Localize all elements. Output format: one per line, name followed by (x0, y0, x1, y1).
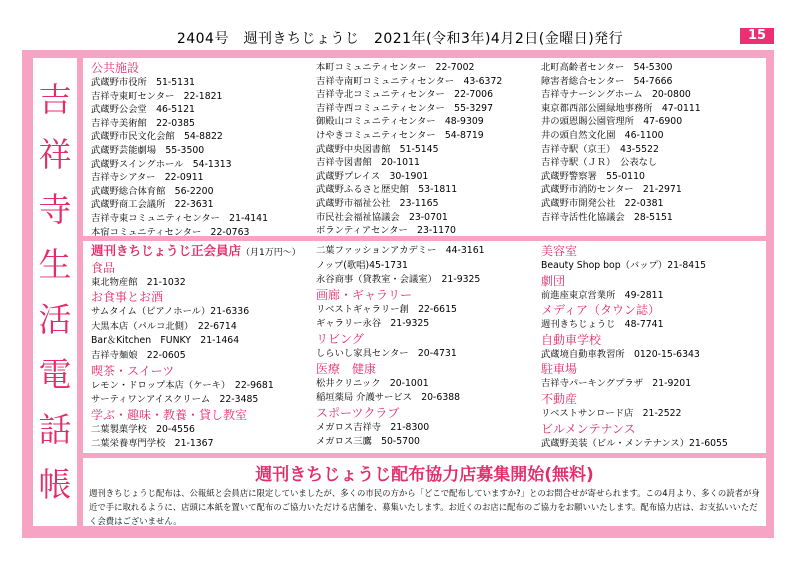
list-item: 吉祥寺北コミュニティセンター 22-7006 (316, 89, 493, 101)
list-item: レモン・ドロップ本店（ケーキ） 22-9681 (91, 379, 274, 391)
list-item: Beauty Shop bop（バップ）21-8415 (541, 260, 707, 271)
list-item: 本宿コミュニティセンター 22-0763 (91, 226, 250, 236)
list-item: 井の頭恩賜公園管理所 47-6900 (541, 116, 683, 128)
store-title: 週刊きちじょうじ正会員店 (91, 243, 242, 258)
list-item: 松井クリニック 20-1001 (316, 377, 429, 389)
list-item: 武蔵野市消防センター 21-2971 (541, 184, 682, 196)
category-heading: 不動産 (541, 391, 578, 406)
list-item: 市民社会福祉協議会 23-0701 (316, 211, 448, 223)
list-item: 武蔵野市役所 51-5131 (91, 77, 195, 88)
page-number-badge: 15 (740, 28, 774, 44)
category-heading: 画廊・ギャラリー (316, 287, 413, 302)
category-heading: お食事とお酒 (91, 290, 164, 305)
list-item: 吉祥寺西コミュニティセンター 55-3297 (316, 102, 493, 114)
list-item: 吉祥寺ナーシングホーム 20-0800 (541, 89, 691, 101)
list-item: しらいし家具センター 20-4731 (316, 347, 457, 359)
vertical-title-char: 祥 (38, 134, 72, 174)
list-item: 吉祥寺麺娘 22-0605 (91, 349, 186, 361)
list-item: 武蔵野警察署 55-0110 (541, 170, 645, 182)
list-item: 武蔵野市民文化会館 54-8822 (91, 131, 223, 143)
recruit-body: 週刊きちじょうじ配布は、公報紙と会員店に限定していましたが、多くの市民の方から「どこで配布していますか?」とのお問合せが寄せられます。この4月より、多くの読者が身近で手に取れるように、店頭に本紙を置いて配布のご協力いただける店舗を、募集いたします。お近くのお店に配布のご協力をお願いいたします。配布協力店は、お支払いいただく会費はございません。 (89, 488, 760, 526)
store-note: （月1万円〜） (241, 248, 301, 258)
stores-col-1 (91, 244, 301, 452)
stores-col-3 (541, 244, 728, 451)
list-item: 武蔵境自動車教習所 0120-15-6343 (541, 348, 700, 360)
list-item: 武蔵野商工会議所 22-3631 (91, 199, 214, 211)
list-item: 東北物産館 21-1032 (91, 276, 186, 288)
list-item: メガロス三鷹 50-5700 (316, 436, 420, 448)
list-item: 北町高齢者センター 54-5300 (541, 62, 673, 73)
list-item: 東京都西部公園緑地事務所 47-0111 (541, 102, 701, 114)
vertical-title (33, 58, 77, 526)
list-item: 武蔵野市開発公社 22-0381 (541, 197, 664, 209)
category-heading: スポーツクラブ (316, 405, 400, 420)
category-heading: 自動車学校 (541, 332, 602, 347)
category-heading: メディア（タウン誌） (541, 303, 661, 318)
distribution-recruit-section (83, 458, 766, 526)
list-item: リベストギャラリー創 22-6615 (316, 303, 457, 315)
recruit-title: 週刊きちじょうじ配布協力店募集開始(無料) (255, 465, 594, 485)
list-item: 大黒本店（パルコ北側） 22-6714 (91, 320, 237, 332)
vertical-title-char: 帳 (38, 464, 72, 504)
category-heading: 喫茶・スイーツ (91, 363, 175, 378)
category-heading: 美容室 (541, 244, 578, 258)
list-item: ギャラリー永谷 21-9325 (316, 318, 430, 330)
vertical-title-char: 電 (38, 354, 72, 394)
vertical-title-char: 活 (38, 299, 72, 339)
list-item: 武蔵野公会堂 46-5121 (91, 104, 195, 116)
list-item: 武蔵野プレイス 30-1901 (316, 170, 429, 182)
store-title-row (91, 244, 301, 261)
stores-col-2 (316, 244, 485, 450)
header-title: 2404号 週刊きちじょうじ 2021年(令和3年)4月2日(金曜日)発行 (176, 31, 624, 47)
section-heading: 公共施設 (91, 61, 140, 75)
public-facilities-section (83, 58, 766, 236)
list-item: リベストサンロード店 21-2522 (541, 407, 682, 419)
list-item: サムタイム（ピアノホール）21-6336 (91, 306, 250, 318)
public-col-3 (541, 61, 701, 224)
list-item: 吉祥寺東コミュニティセンター 21-4141 (91, 212, 268, 224)
list-item: 二葉栄養専門学校 21-1367 (91, 438, 214, 450)
list-item: 吉祥寺図書館 20-1011 (316, 157, 420, 169)
vertical-title-char: 吉 (38, 79, 72, 119)
list-item: 吉祥寺駅（京王） 43-5522 (541, 143, 659, 155)
public-col-1 (91, 61, 268, 236)
member-stores-section (83, 241, 766, 453)
category-heading: 食品 (91, 260, 116, 275)
list-item: 稲垣薬局 介護サービス 20-6388 (316, 392, 461, 404)
list-item: 二葉ファッションアカデミー 44-3161 (316, 245, 485, 256)
list-item: 障害者総合センター 54-7666 (541, 75, 673, 87)
list-item: 二葉製菓学校 20-4556 (91, 423, 195, 435)
public-col-2 (316, 61, 502, 236)
list-item: ノップ(歌唱)45-1731 (316, 259, 408, 271)
list-item: 吉祥寺シアター 22-0911 (91, 172, 204, 184)
list-item: 武蔵野美装（ビル・メンテナンス）21-6055 (541, 437, 728, 449)
list-item: 武蔵野スイングホール 54-1313 (91, 158, 232, 170)
list-item: 吉祥寺パーキングプラザ 21-9201 (541, 378, 692, 390)
list-item: 吉祥寺活性化協議会 28-5151 (541, 211, 673, 223)
list-item: 武蔵野芸能劇場 55-3500 (91, 144, 205, 156)
list-item: Bar＆Kitchen FUNKY 21-1464 (91, 335, 240, 347)
list-item: 吉祥寺東町センター 22-1821 (91, 90, 223, 102)
list-item: 井の頭自然文化園 46-1100 (541, 129, 664, 141)
category-heading: 劇団 (541, 273, 566, 288)
list-item: 武蔵野市福祉公社 23-1165 (316, 197, 439, 209)
list-item: 吉祥寺美術館 22-0385 (91, 117, 195, 129)
list-item: 永谷商事（貸教室・会議室） 21-9325 (316, 274, 481, 286)
vertical-title-char: 話 (38, 409, 72, 449)
category-heading: リビング (316, 331, 364, 346)
vertical-title-char: 寺 (38, 189, 72, 229)
list-item: ボランティアセンター 23-1170 (316, 225, 456, 236)
category-heading: 駐車場 (541, 362, 578, 377)
list-item: サーティワンアイスクリーム 22-3485 (91, 394, 259, 406)
list-item: 前進座東京営業所 49-2811 (541, 289, 664, 301)
list-item: 武蔵野総合体育館 56-2200 (91, 185, 214, 197)
list-item: 週刊きちじょうじ 48-7741 (541, 319, 664, 331)
list-item: 吉祥寺南町コミュニティセンター 43-6372 (316, 75, 503, 87)
list-item: メガロス吉祥寺 21-8300 (316, 421, 430, 433)
category-heading: 学ぶ・趣味・教養・貸し教室 (91, 407, 248, 422)
list-item: 御殿山コミュニティセンター 48-9309 (316, 116, 484, 128)
list-item: 武蔵野中央図書館 51-5145 (316, 143, 439, 155)
list-item: 吉祥寺駅（ＪＲ） 公表なし (541, 157, 658, 169)
category-heading: ビルメンテナンス (541, 421, 636, 436)
list-item: けやきコミュニティセンター 54-8719 (316, 129, 484, 141)
list-item: 武蔵野ふるさと歴史館 53-1811 (316, 184, 458, 196)
category-heading: 医療 健康 (316, 361, 377, 376)
vertical-title-char: 生 (38, 244, 72, 284)
list-item: 本町コミュニティセンター 22-7002 (316, 62, 475, 73)
